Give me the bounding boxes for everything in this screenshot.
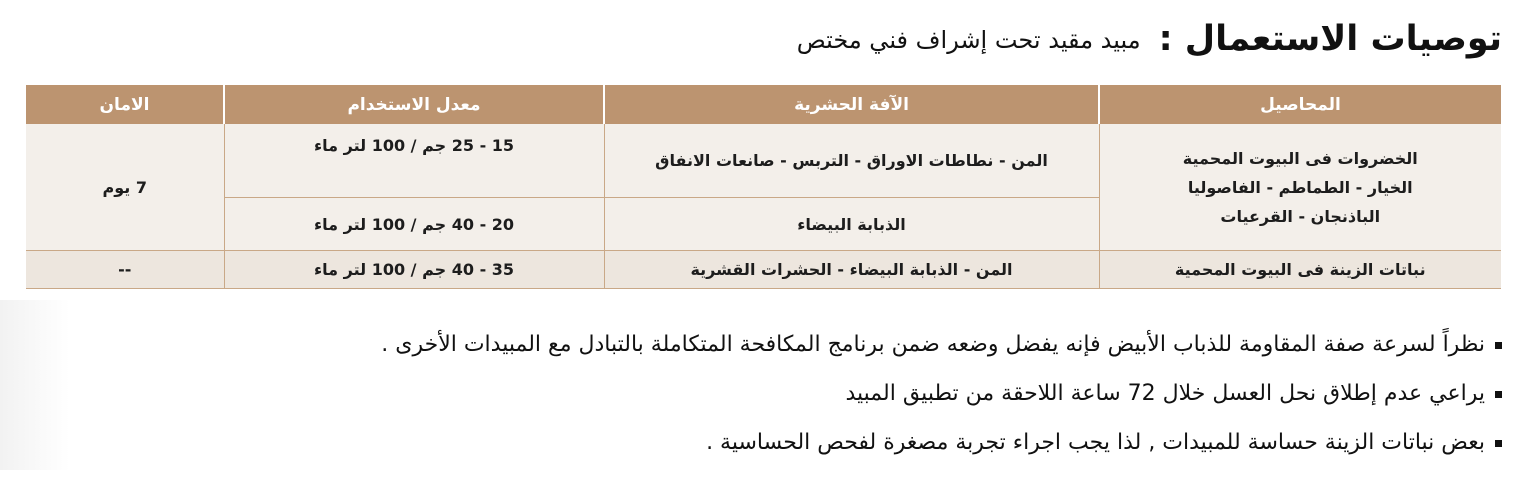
notes-list	[62, 322, 1502, 469]
pest-cell: المن - نطاطات الاوراق - التربس - صانعات الانفاق	[604, 124, 1099, 198]
bullet-icon	[1495, 342, 1502, 349]
safety-cell: --	[26, 251, 224, 289]
list-item	[62, 322, 1502, 371]
pest-cell: الذبابة البيضاء	[604, 198, 1099, 251]
column-header-crops: المحاصيل	[1099, 85, 1501, 124]
column-header-rate: معدل الاستخدام	[224, 85, 604, 124]
rate-cell: 15 - 25 جم / 100 لتر ماء	[224, 124, 604, 198]
list-item	[62, 371, 1502, 420]
table-header-row	[26, 85, 1501, 124]
note-text: نظراً لسرعة صفة المقاومة للذباب الأبيض فإنه يفضل وضعه ضمن برنامج المكافحة المتكاملة بالتبادل مع المبيدات الأخرى .	[381, 332, 1485, 357]
recommendations-table	[26, 85, 1501, 289]
crops-line: الباذنجان - القرعيات	[1220, 206, 1381, 226]
table-row	[26, 124, 1501, 198]
safety-cell: 7 يوم	[26, 124, 224, 251]
pest-cell: المن - الذبابة البيضاء - الحشرات القشرية	[604, 251, 1099, 289]
note-text: بعض نباتات الزينة حساسة للمبيدات , لذا يجب اجراء تجربة مصغرة لفحص الحساسية .	[706, 430, 1485, 455]
rate-cell: 20 - 40 جم / 100 لتر ماء	[224, 198, 604, 251]
list-item	[62, 420, 1502, 469]
table-row	[26, 251, 1501, 289]
scan-shadow	[0, 300, 70, 470]
crops-line: الخضروات فى البيوت المحمية	[1182, 148, 1418, 168]
header	[797, 14, 1502, 64]
column-header-pest: الآفة الحشرية	[604, 85, 1099, 124]
rate-cell: 35 - 40 جم / 100 لتر ماء	[224, 251, 604, 289]
note-text: يراعي عدم إطلاق نحل العسل خلال 72 ساعة اللاحقة من تطبيق المبيد	[845, 381, 1485, 406]
bullet-icon	[1495, 391, 1502, 398]
crops-cell-vegetables	[1099, 124, 1501, 251]
column-header-safety: الامان	[26, 85, 224, 124]
crops-cell-ornamentals: نباتات الزينة فى البيوت المحمية	[1099, 251, 1501, 289]
page-subtitle: مبيد مقيد تحت إشراف فني مختص	[796, 26, 1141, 54]
page-title: توصيات الاستعمال :	[1158, 19, 1502, 59]
crops-line: الخيار - الطماطم - الفاصوليا	[1187, 177, 1413, 197]
bullet-icon	[1495, 440, 1502, 447]
